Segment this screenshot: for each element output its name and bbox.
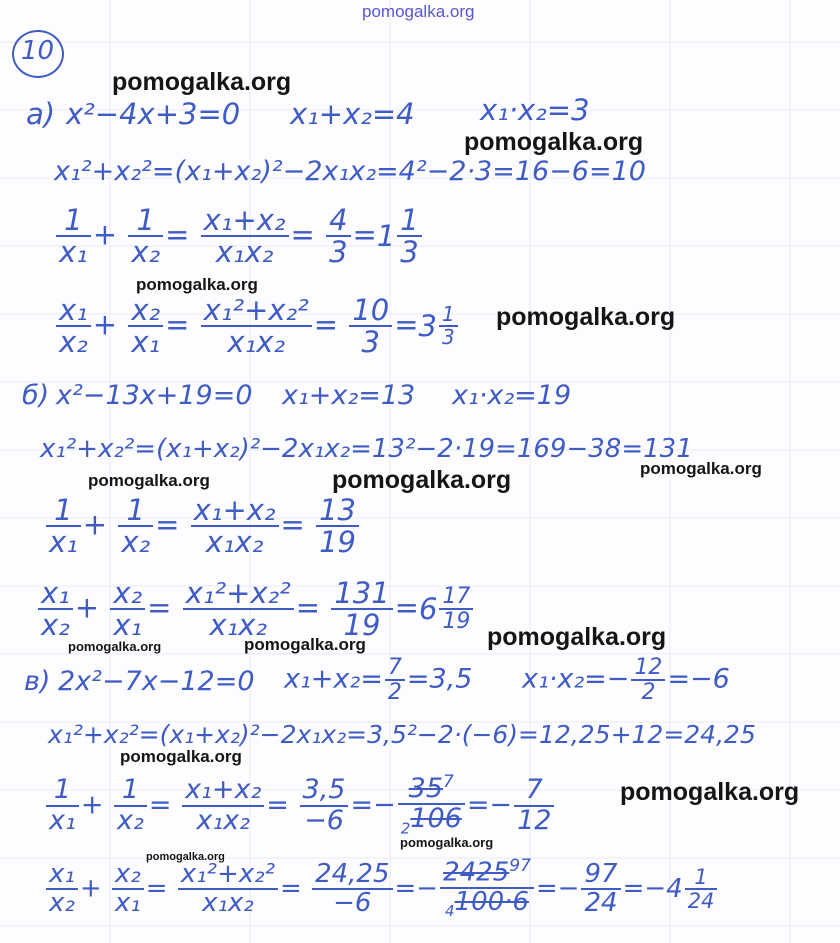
a-label: а) bbox=[26, 97, 56, 131]
watermark: pomogalka.org bbox=[332, 466, 512, 494]
b-sum-of-squares: x₁²+x₂²=(x₁+x₂)²−2x₁x₂=13²−2·19=169−38=131 bbox=[40, 434, 693, 464]
a-product: x₁·x₂=3 bbox=[480, 93, 590, 127]
b-label: б) bbox=[22, 380, 50, 411]
b-sum: x₁+x₂=13 bbox=[282, 380, 416, 411]
b-ratio-sum: $\frac{\text{x₁}}{\text{x₂}}$ + $\frac{\text{x₂}}{\text{x₁}}$ = $\frac{\text{x₁²+x₂²}}{\text{x₁x₂}}$ = $\frac{131}{19}$ =6 $\frac{17}{19}$ bbox=[36, 578, 475, 641]
c-sum-of-squares: x₁²+x₂²=(x₁+x₂)²−2x₁x₂=3,5²−2·(−6)=12,25+12=24,25 bbox=[48, 720, 756, 749]
watermark: pomogalka.org bbox=[400, 835, 494, 850]
watermark: pomogalka.org bbox=[496, 303, 676, 331]
watermark: pomogalka.org bbox=[487, 623, 667, 651]
c-equation: 2x²−7x−12=0 bbox=[58, 666, 255, 697]
watermark: pomogalka.org bbox=[464, 128, 644, 156]
watermark: pomogalka.org bbox=[112, 68, 292, 96]
c-sum: x₁+x₂= $\frac{7}{2}$ =3,5 bbox=[284, 655, 473, 706]
watermark: pomogalka.org bbox=[640, 459, 762, 478]
problem-number-circle bbox=[12, 30, 64, 78]
c-product: x₁·x₂=− $\frac{12}{2}$ =−6 bbox=[522, 655, 730, 706]
c-label: в) bbox=[24, 666, 51, 697]
a-reciprocal-sum: $\frac{1}{\text{x₁}}$ + $\frac{1}{\text{x₂}}$ = $\frac{\text{x₁+x₂}}{\text{x₁x₂}}$ = $\frac{4}{3}$ =1 $\frac{1}{3}$ bbox=[54, 205, 424, 268]
watermark: pomogalka.org bbox=[88, 471, 210, 490]
watermark: pomogalka.org bbox=[146, 851, 225, 863]
a-ratio-sum: $\frac{\text{x₁}}{\text{x₂}}$ + $\frac{\text{x₂}}{\text{x₁}}$ = $\frac{\text{x₁²+x₂²}}{\text{x₁x₂}}$ = $\frac{10}{3}$ =3 $\frac{1}{3}$ bbox=[54, 295, 460, 358]
a-sum: x₁+x₂=4 bbox=[290, 97, 415, 131]
watermark: pomogalka.org bbox=[120, 747, 242, 766]
b-product: x₁·x₂=19 bbox=[452, 380, 572, 411]
a-equation: x²−4x+3=0 bbox=[66, 97, 241, 131]
problem-number: 10 bbox=[21, 36, 55, 66]
watermark: pomogalka.org bbox=[136, 275, 258, 294]
watermark-top[interactable]: pomogalka.org bbox=[362, 2, 475, 21]
c-reciprocal-sum: $\frac{1}{\text{x₁}}$ + $\frac{1}{\text{x₂}}$ = $\frac{\text{x₁+x₂}}{\text{x₁x₂}}$ = $\frac{3,5}{-6}$ =− $\frac{35^7}{_2106}$ =− $\frac{7}{12}$ bbox=[44, 774, 556, 837]
b-equation: x²−13x+19=0 bbox=[56, 380, 253, 411]
watermark: pomogalka.org bbox=[68, 639, 162, 654]
watermark: pomogalka.org bbox=[620, 778, 800, 806]
c-ratio-sum: $\frac{\text{x₁}}{\text{x₂}}$ + $\frac{\text{x₂}}{\text{x₁}}$ = $\frac{\text{x₁²+x₂²}}{\text{x₁x₂}}$ = $\frac{24,25}{-6}$ =− $\frac{2425^{97}}{_4100\cdot 6}$ =− $\frac{97}{24}$ =−4 $\frac{1}{24}$ bbox=[44, 858, 719, 920]
b-reciprocal-sum: $\frac{1}{\text{x₁}}$ + $\frac{1}{\text{x₂}}$ = $\frac{\text{x₁+x₂}}{\text{x₁x₂}}$ = $\frac{13}{19}$ bbox=[44, 495, 361, 558]
watermark: pomogalka.org bbox=[244, 635, 366, 654]
a-sum-of-squares: x₁²+x₂²=(x₁+x₂)²−2x₁x₂=4²−2·3=16−6=10 bbox=[54, 156, 646, 187]
